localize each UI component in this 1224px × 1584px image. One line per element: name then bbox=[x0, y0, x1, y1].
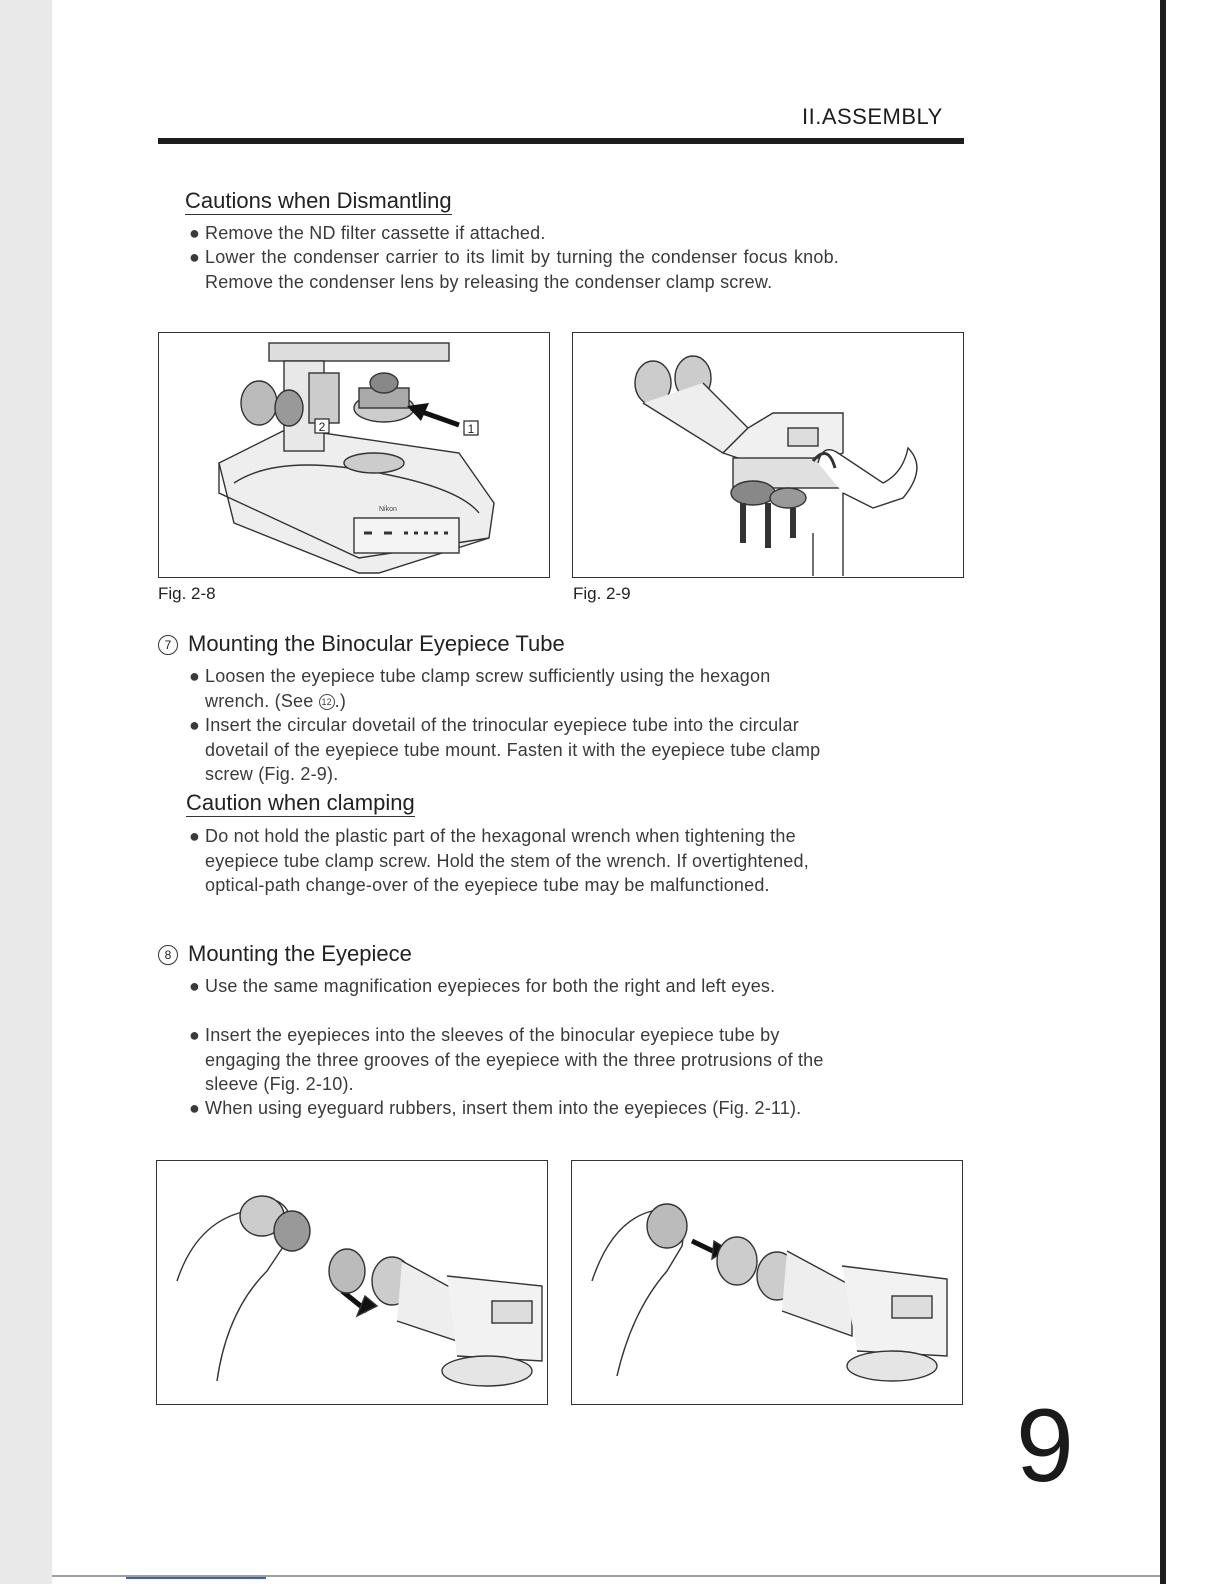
bullet-dot: ● bbox=[189, 223, 201, 243]
figure-2-8 bbox=[158, 332, 550, 578]
figure-2-11 bbox=[571, 1160, 963, 1405]
figure-2-10 bbox=[156, 1160, 548, 1405]
figure-caption: Fig. 2-8 bbox=[158, 584, 216, 603]
bullet-dot: ● bbox=[189, 976, 201, 996]
caution-clamping-heading bbox=[186, 790, 415, 816]
step-number-8: 8 bbox=[158, 945, 178, 965]
bullet-item bbox=[189, 974, 799, 999]
bullet-text-end: .) bbox=[334, 690, 347, 711]
section-header: II.ASSEMBLY bbox=[802, 104, 943, 129]
bullet-item bbox=[189, 221, 849, 246]
step-8-heading bbox=[158, 941, 412, 967]
page-bottom-accent bbox=[126, 1577, 266, 1579]
page-left-margin bbox=[0, 0, 52, 1584]
brand-mark: Nikon bbox=[379, 506, 397, 513]
bullet-text: Loosen the eyepiece tube clamp screw sufficiently using the hexagon wrench. (See bbox=[205, 666, 771, 711]
bullet-dot: ● bbox=[189, 1098, 201, 1118]
bullet-text: When using eyeguard rubbers, insert them into the eyepieces (Fig. 2-11). bbox=[205, 1098, 802, 1118]
microscope-stage-illustration bbox=[159, 333, 548, 576]
page-number: 9 bbox=[1016, 1388, 1074, 1504]
reference-12: 12 bbox=[319, 694, 335, 710]
heading-text: Caution when clamping bbox=[186, 790, 415, 815]
eyeguard-rubber-illustration bbox=[572, 1161, 961, 1403]
heading-text: Mounting the Eyepiece bbox=[188, 941, 412, 966]
bullet-item bbox=[189, 245, 839, 294]
eyepiece-insertion-illustration bbox=[157, 1161, 546, 1403]
step-7-heading bbox=[158, 631, 565, 657]
figure-caption: Fig. 2-9 bbox=[573, 584, 631, 603]
bullet-text: Use the same magnification eyepieces for both the right and left eyes. bbox=[205, 976, 776, 996]
bullet-item bbox=[189, 824, 834, 898]
bullet-item bbox=[189, 1023, 844, 1097]
heading-text: Cautions when Dismantling bbox=[185, 188, 452, 213]
bullet-dot: ● bbox=[189, 826, 201, 846]
heading-text: Mounting the Binocular Eyepiece Tube bbox=[188, 631, 565, 656]
cautions-dismantling-heading bbox=[185, 188, 452, 214]
bullet-text: Insert the eyepieces into the sleeves of the binocular eyepiece tube by engaging the three grooves of the eyepiece with the three protrusions of the sleeve (Fig. 2-10). bbox=[205, 1025, 824, 1094]
bullet-text: Insert the circular dovetail of the trinocular eyepiece tube into the circular dovetail of the eyepiece tube mount. Fasten it with the eyepiece tube clamp screw (Fig. 2-9). bbox=[205, 715, 821, 784]
figure-label-2: 2 bbox=[318, 420, 326, 434]
step-number-7: 7 bbox=[158, 635, 178, 655]
bullet-item bbox=[189, 664, 829, 713]
header-rule bbox=[158, 138, 964, 144]
eyepiece-tube-clamp-illustration bbox=[573, 333, 962, 576]
figure-2-9 bbox=[572, 332, 964, 578]
page-outer-margin bbox=[1166, 0, 1224, 1584]
bullet-dot: ● bbox=[189, 666, 201, 686]
bullet-text: Lower the condenser carrier to its limit by turning the condenser focus knob. Remove the condenser lens by releasing the condenser clamp screw. bbox=[205, 247, 839, 292]
bullet-item bbox=[189, 1096, 844, 1121]
bullet-text: Remove the ND filter cassette if attached. bbox=[205, 223, 546, 243]
bullet-text: Do not hold the plastic part of the hexagonal wrench when tightening the eyepiece tube clamp screw. Hold the stem of the wrench. If overtightened, optical-path change-over of the eyepiece tube may be malfunctioned. bbox=[205, 826, 809, 895]
bullet-item bbox=[189, 713, 839, 787]
figure-label-1: 1 bbox=[467, 422, 475, 436]
bullet-dot: ● bbox=[189, 1025, 201, 1045]
bullet-dot: ● bbox=[189, 247, 201, 267]
bullet-dot: ● bbox=[189, 715, 201, 735]
